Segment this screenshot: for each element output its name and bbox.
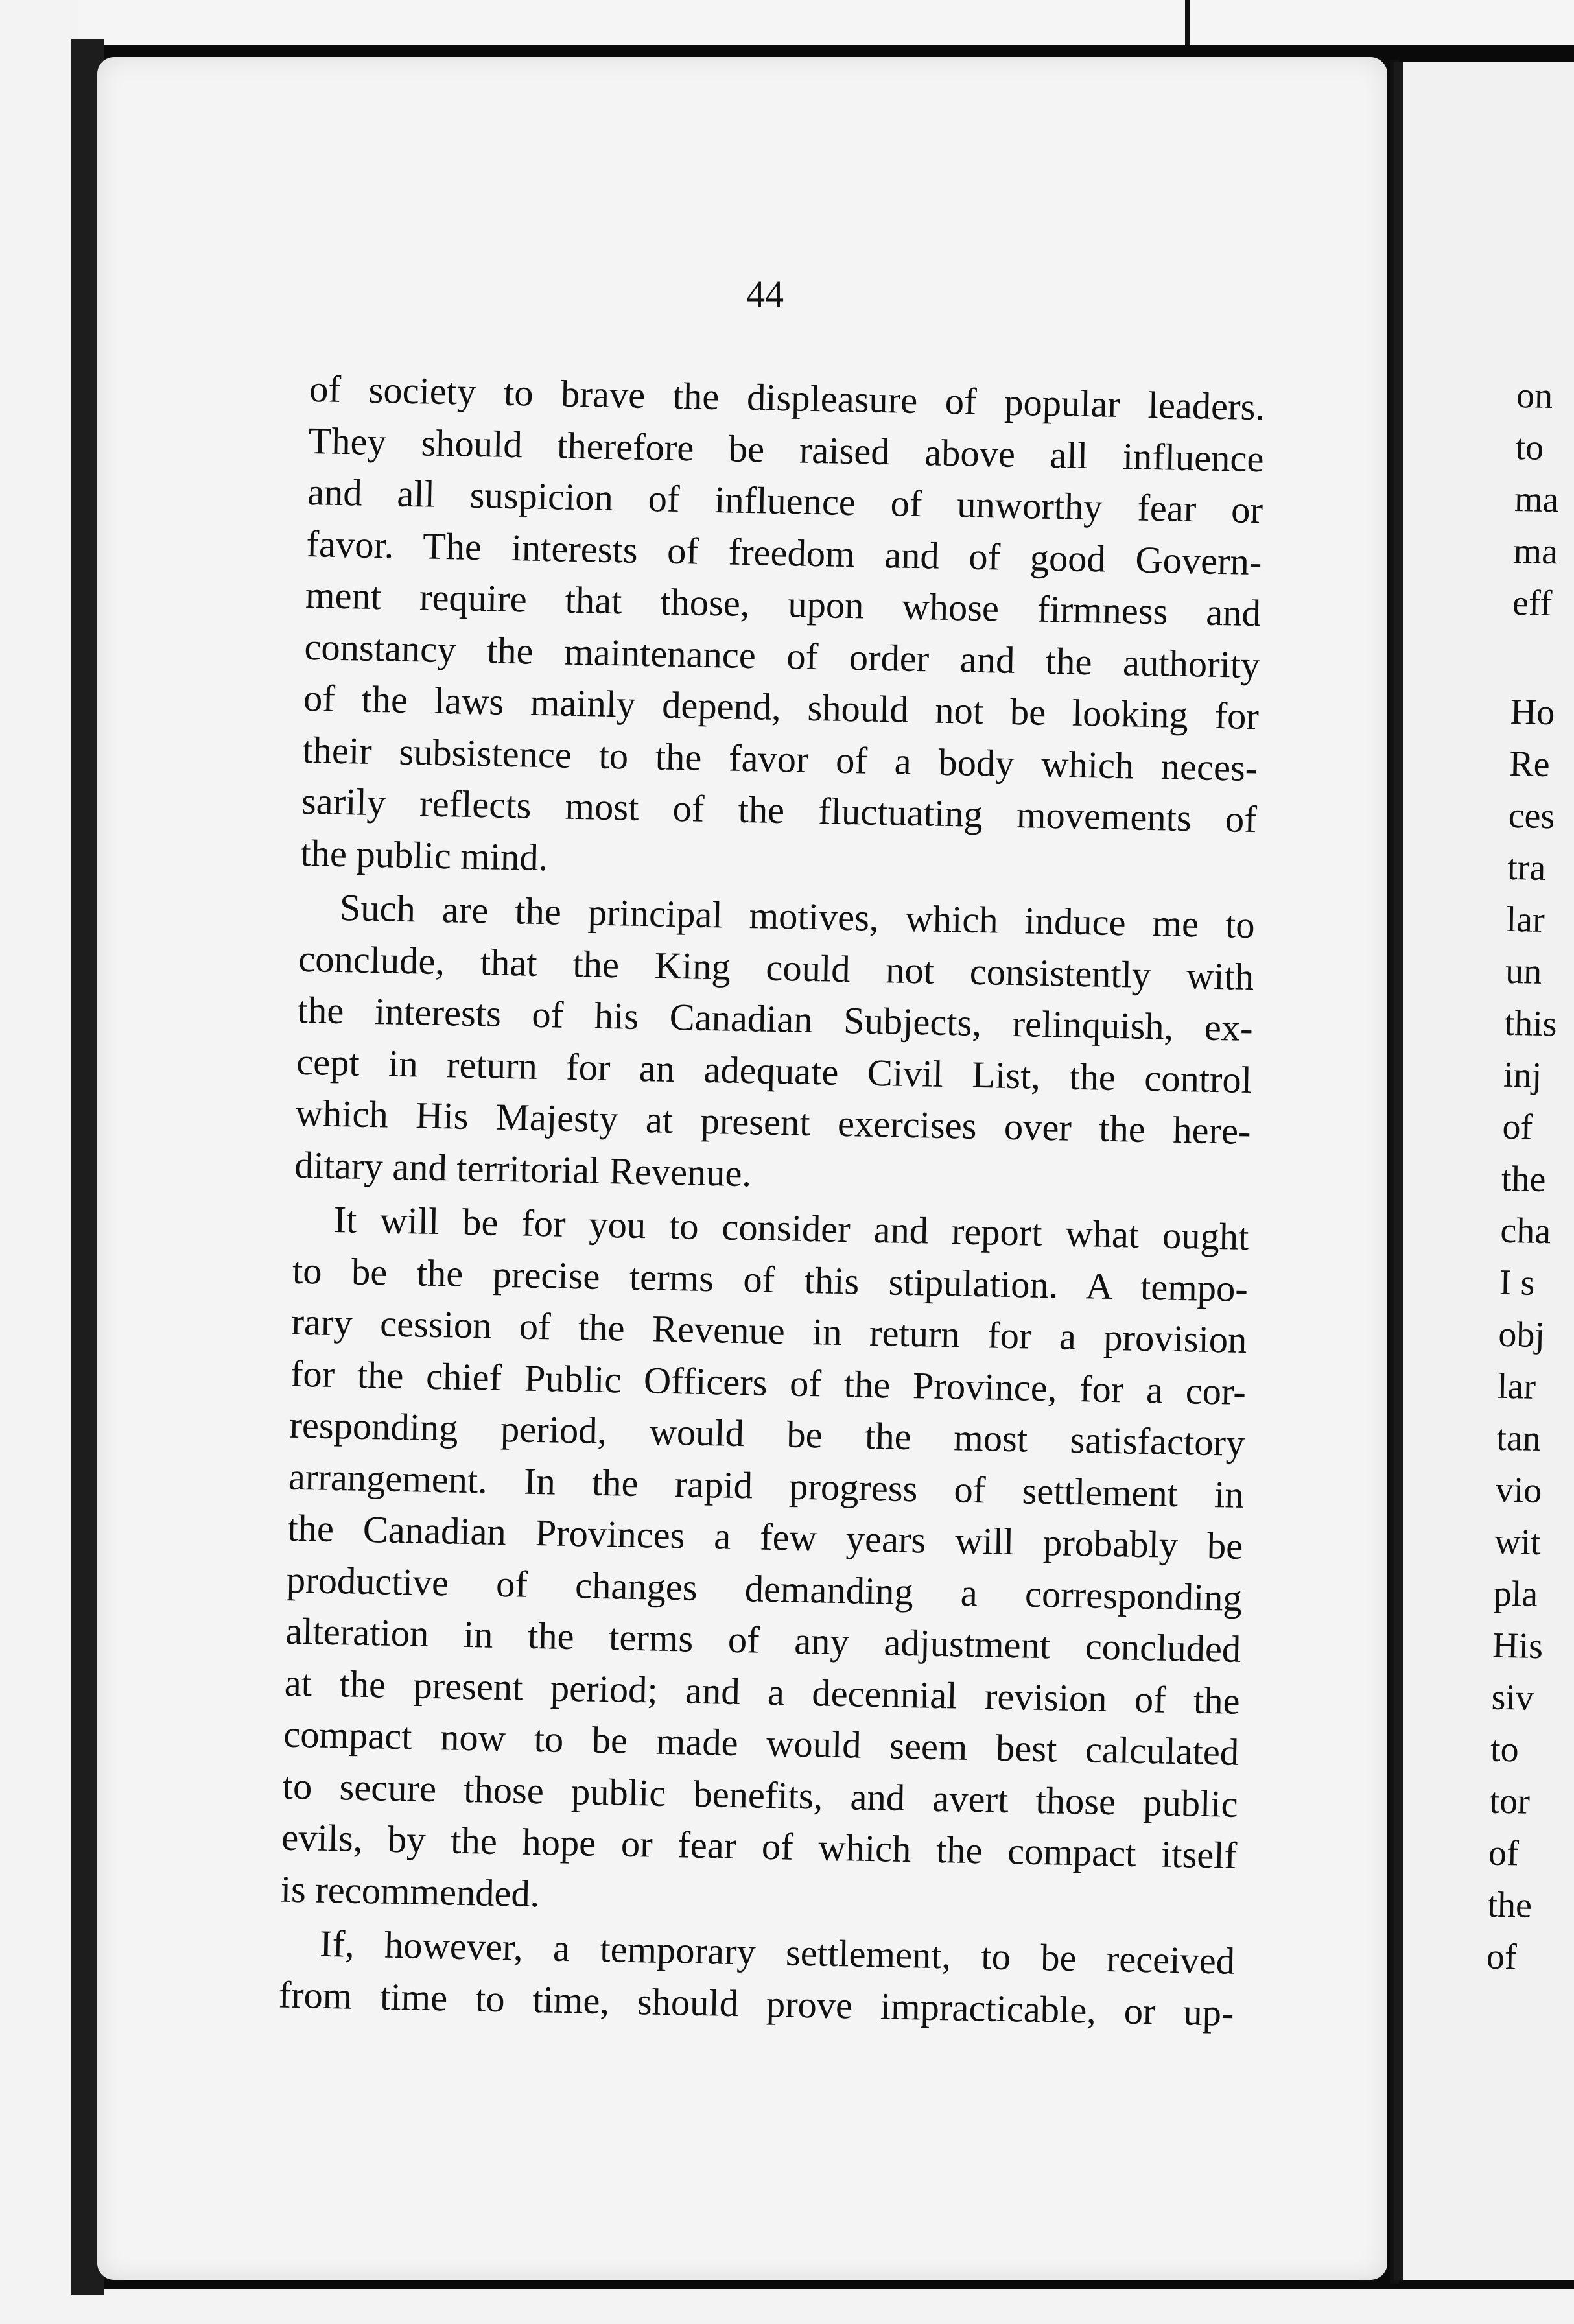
fragment: siv bbox=[1491, 1677, 1534, 1718]
fragment: to bbox=[1490, 1729, 1520, 1770]
fragment: inj bbox=[1503, 1054, 1542, 1096]
text-line: the public mind. bbox=[300, 831, 548, 879]
text-line: evils, by the hope or fear of which the compact itself bbox=[281, 1816, 1238, 1877]
text-line: responding period, would be the most satisfactory bbox=[288, 1403, 1245, 1464]
fragment: the bbox=[1486, 1884, 1533, 1926]
paragraph-1 bbox=[300, 363, 1265, 897]
fragment: of bbox=[1488, 1832, 1520, 1874]
fragment: ces bbox=[1508, 795, 1555, 837]
fragment: lar bbox=[1497, 1366, 1536, 1407]
fragment: Ho bbox=[1510, 691, 1555, 733]
text-line: their subsistence to the favor of a body which neces- bbox=[301, 728, 1258, 789]
text-line: is recommended. bbox=[280, 1868, 541, 1915]
fragment: ma bbox=[1514, 479, 1560, 521]
page-number: 44 bbox=[746, 273, 784, 315]
text-line: the interests of his Canadian Subjects, relinquish, ex- bbox=[297, 988, 1254, 1050]
fragment-gap bbox=[1511, 629, 1571, 687]
paragraph-2 bbox=[294, 881, 1256, 1209]
text-line: favor. The interests of freedom and of good Govern- bbox=[306, 522, 1263, 583]
text-line: constancy the maintenance of order and the authority bbox=[303, 625, 1260, 686]
text-line: alteration in the terms of any adjustment concluded bbox=[285, 1609, 1241, 1670]
text-line: from time to time, should prove impracticable, or up- bbox=[278, 1973, 1235, 2034]
text-line: ment require that those, upon whose firmness and bbox=[305, 573, 1262, 635]
paragraph-4 bbox=[278, 1917, 1236, 2039]
text-line: arrangement. In the rapid progress of settlement in bbox=[288, 1455, 1245, 1516]
fragment: cha bbox=[1499, 1210, 1551, 1252]
fragment: to bbox=[1515, 427, 1544, 468]
text-line: productive of changes demanding a corresponding bbox=[286, 1558, 1243, 1619]
fragment: on bbox=[1516, 375, 1553, 417]
text-line: the Canadian Provinces a few years will probably be bbox=[287, 1506, 1243, 1567]
text-line: of society to brave the displeasure of popular leaders. bbox=[309, 367, 1265, 429]
text-line: They should therefore be raised above all influence bbox=[308, 419, 1265, 480]
text-line: which His Majesty at present exercises over the here- bbox=[295, 1091, 1252, 1153]
fragment: tor bbox=[1489, 1781, 1531, 1822]
fragment: His bbox=[1492, 1625, 1544, 1667]
fragment: un bbox=[1505, 951, 1542, 992]
fragment: this bbox=[1504, 1002, 1558, 1045]
text-line: Such are the principal motives, which induce me to bbox=[339, 886, 1256, 947]
text-line: If, however, a temporary settlement, to be received bbox=[319, 1922, 1236, 1982]
fragment: of bbox=[1501, 1106, 1533, 1148]
fragment: tan bbox=[1496, 1417, 1542, 1460]
text-line: to secure those public benefits, and avert those public bbox=[282, 1764, 1239, 1825]
text-line: ditary and territorial Revenue. bbox=[294, 1143, 752, 1194]
fragment: ma bbox=[1513, 530, 1558, 573]
fragment: pla bbox=[1493, 1573, 1538, 1615]
text-line: conclude, that the King could not consistently with bbox=[298, 937, 1254, 998]
fragment: eff bbox=[1512, 582, 1553, 624]
paragraph-3 bbox=[280, 1193, 1249, 1933]
fragment: lar bbox=[1506, 899, 1545, 940]
text-line: of the laws mainly depend, should not be looking for bbox=[303, 676, 1260, 738]
text-line: cept in return for an adequate Civil List, the control bbox=[296, 1040, 1252, 1101]
fragment: tra bbox=[1507, 847, 1546, 888]
fragment: Re bbox=[1509, 743, 1551, 785]
body-text bbox=[278, 363, 1265, 2039]
fragment: I s bbox=[1499, 1262, 1536, 1303]
text-line: sarily reflects most of the fluctuating movements of bbox=[301, 779, 1258, 841]
text-line: for the chief Public Officers of the Province, for a cor- bbox=[290, 1352, 1247, 1413]
text-line: at the present period; and a decennial revision of the bbox=[284, 1661, 1241, 1722]
fragment: wit bbox=[1494, 1521, 1542, 1563]
fragment: vio bbox=[1495, 1469, 1542, 1512]
fragment: the bbox=[1501, 1158, 1547, 1200]
text-line: It will be for you to consider and report what ought bbox=[333, 1198, 1250, 1259]
text-line: rary cession of the Revenue in return for a provision bbox=[290, 1300, 1247, 1362]
text-line: and all suspicion of influence of unworthy fear or bbox=[307, 470, 1263, 532]
fragment: obj bbox=[1498, 1314, 1545, 1356]
text-line: to be the precise terms of this stipulation. A tempo- bbox=[292, 1249, 1249, 1310]
fragment: of bbox=[1486, 1936, 1518, 1978]
text-line: compact now to be made would seem best calculated bbox=[283, 1713, 1239, 1773]
